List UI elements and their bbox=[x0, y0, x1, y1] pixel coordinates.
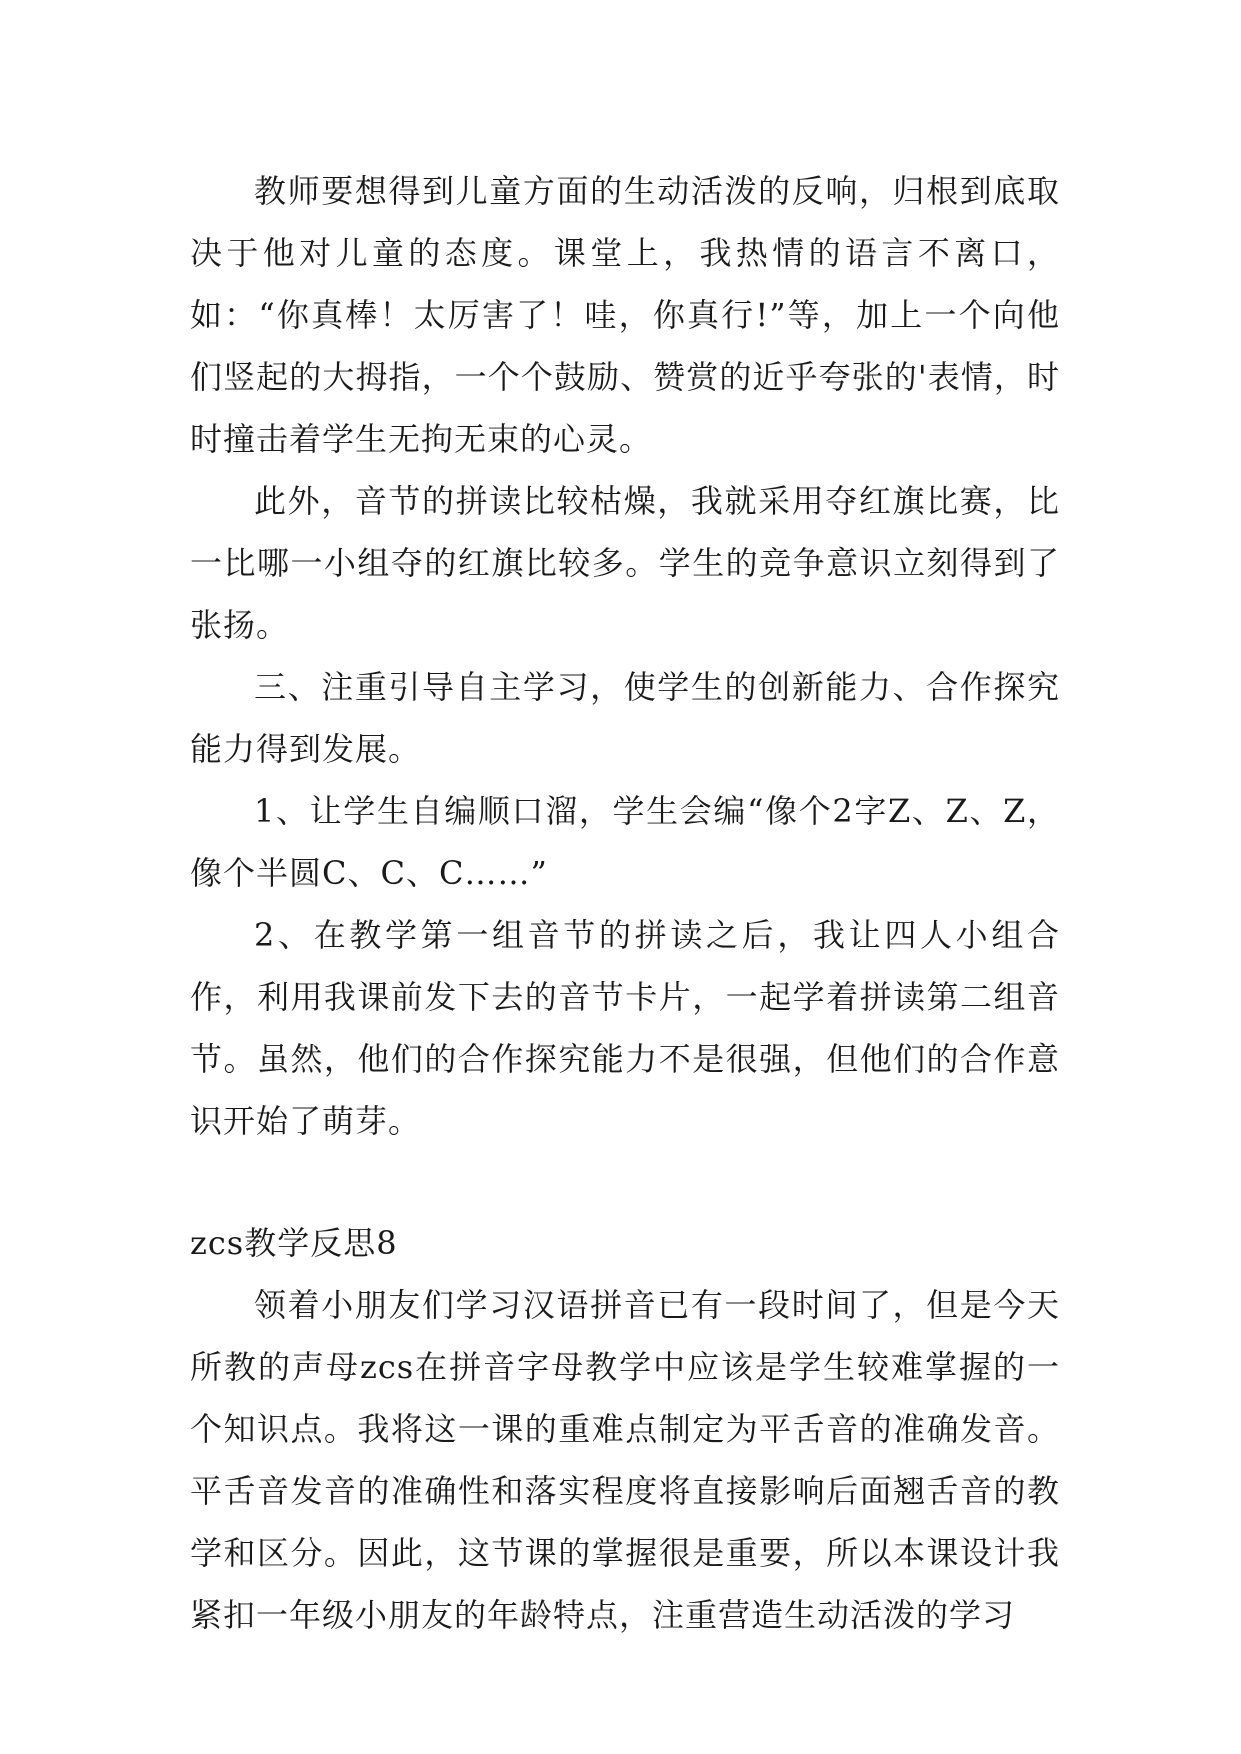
paragraph: 领着小朋友们学习汉语拼音已有一段时间了，但是今天所教的声母zcs在拼音字母教学中应该是学生较难掌握的一个知识点。我将这一课的重难点制定为平舌音的准确发音。平舌音发音的准确性和落实程度将直接影响后面翘舌音的教学和区分。因此，这节课的掌握很是重要，所以本课设计我紧扣一年级小朋友的年龄特点，注重营造生动活泼的学习 bbox=[190, 1286, 1060, 1634]
paragraph: 三、注重引导自主学习，使学生的创新能力、合作探究能力得到发展。 bbox=[190, 668, 1060, 768]
paragraph: 此外，音节的拼读比较枯燥，我就采用夺红旗比赛，比一比哪一小组夺的红旗比较多。学生的竞争意识立刻得到了张扬。 bbox=[190, 482, 1060, 644]
paragraph: 教师要想得到儿童方面的生动活泼的反响，归根到底取决于他对儿童的态度。课堂上，我热情的语言不离口，如：“你真棒！太厉害了！哇，你真行!”等，加上一个向他们竖起的大拇指，一个个鼓励、赞赏的近乎夸张的'表情，时时撞击着学生无拘无束的心灵。 bbox=[190, 172, 1060, 458]
section-heading: zcs教学反思8 bbox=[190, 1224, 398, 1262]
document-page bbox=[190, 160, 1060, 1646]
paragraph: 2、在教学第一组音节的拼读之后，我让四人小组合作，利用我课前发下去的音节卡片，一起学着拼读第二组音节。虽然，他们的合作探究能力不是很强，但他们的合作意识开始了萌芽。 bbox=[190, 916, 1060, 1140]
paragraph: 1、让学生自编顺口溜，学生会编“像个2字Z、Z、Z，像个半圆C、C、C……” bbox=[190, 792, 1060, 892]
